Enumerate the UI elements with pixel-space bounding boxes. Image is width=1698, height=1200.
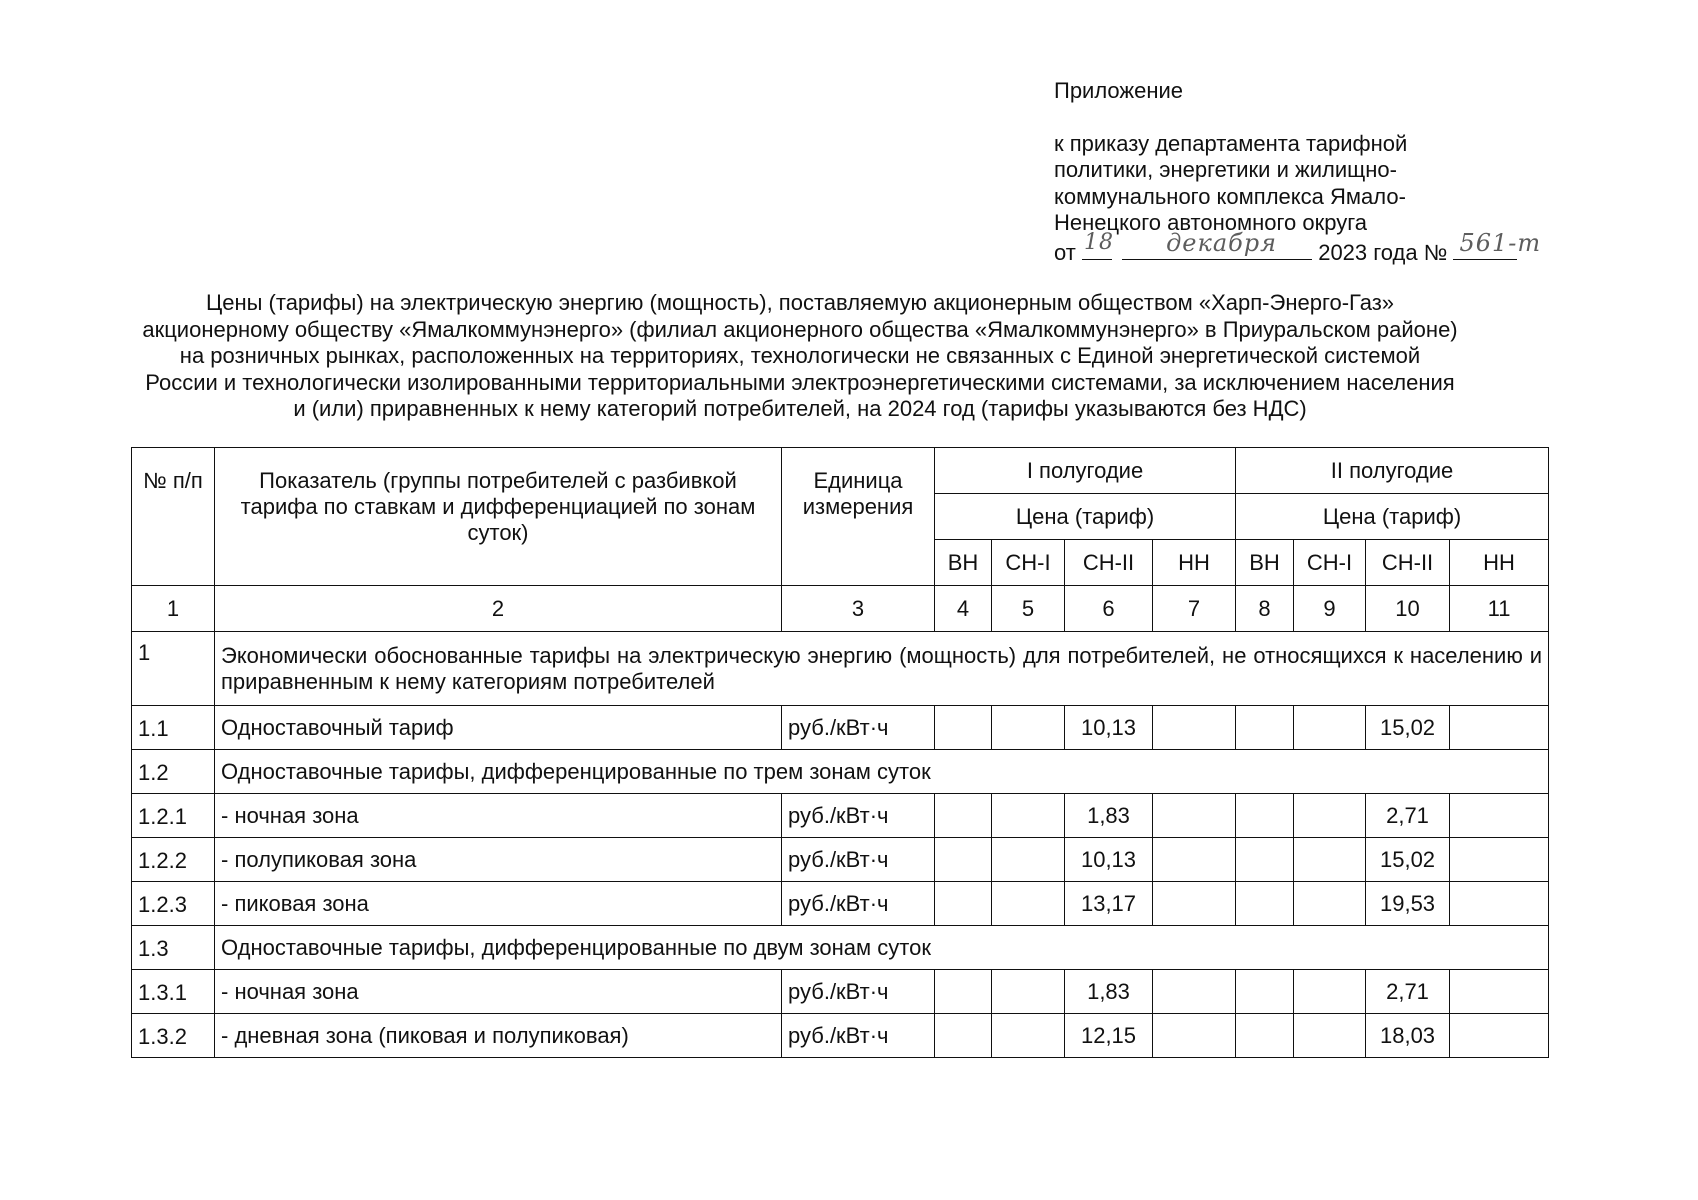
row-num: 1.3.2 bbox=[132, 1014, 215, 1058]
handwritten-day: 18 bbox=[1083, 230, 1114, 255]
row-unit: руб./кВт·ч bbox=[782, 1014, 935, 1058]
column-number: 5 bbox=[992, 586, 1065, 632]
row-name: - ночная зона bbox=[215, 794, 782, 838]
price-cell bbox=[935, 838, 992, 882]
row-num: 1.2.3 bbox=[132, 882, 215, 926]
heading-line: Цены (тарифы) на электрическую энергию (мощность), поставляемую акционерным обществом «Харп-Энерго-Газ» bbox=[205, 290, 1395, 315]
price-cell bbox=[1153, 706, 1236, 750]
table-row bbox=[132, 1014, 1549, 1058]
table-body bbox=[132, 448, 1549, 1058]
price-cell bbox=[1236, 1014, 1294, 1058]
row-num: 1.1 bbox=[132, 706, 215, 750]
header-level-sn1: СН-I bbox=[1294, 540, 1366, 586]
row-unit: руб./кВт·ч bbox=[782, 838, 935, 882]
row-unit: руб./кВт·ч bbox=[782, 706, 935, 750]
number-blank bbox=[1453, 229, 1542, 260]
heading-line: акционерному обществу «Ямалкоммунэнерго» (филиал акционерного общества «Ямалкоммунэнерго» в Приуральском районе) bbox=[142, 316, 1458, 342]
price-cell bbox=[935, 970, 992, 1014]
price-cell: 10,13 bbox=[1065, 706, 1153, 750]
column-number: 1 bbox=[132, 586, 215, 632]
price-cell: 1,83 bbox=[1065, 970, 1153, 1014]
price-cell bbox=[1153, 838, 1236, 882]
header-level-sn2: СН-II bbox=[1366, 540, 1450, 586]
row-name: Одноставочный тариф bbox=[215, 706, 782, 750]
price-cell bbox=[1294, 706, 1366, 750]
price-cell bbox=[1236, 706, 1294, 750]
row-name: Одноставочные тарифы, дифференцированные по трем зонам суток bbox=[215, 750, 1549, 794]
price-cell bbox=[1236, 970, 1294, 1014]
row-unit: руб./кВт·ч bbox=[782, 882, 935, 926]
header-level-sn2: СН-II bbox=[1065, 540, 1153, 586]
column-number: 9 bbox=[1294, 586, 1366, 632]
group-row bbox=[132, 926, 1549, 970]
row-name: - пиковая зона bbox=[215, 882, 782, 926]
price-cell bbox=[1450, 882, 1549, 926]
header-level-vn: ВН bbox=[935, 540, 992, 586]
column-number: 3 bbox=[782, 586, 935, 632]
header-price-half1: Цена (тариф) bbox=[935, 494, 1236, 540]
price-cell bbox=[992, 794, 1065, 838]
column-number: 7 bbox=[1153, 586, 1236, 632]
price-cell bbox=[935, 882, 992, 926]
header-level-sn1: СН-I bbox=[992, 540, 1065, 586]
price-cell bbox=[992, 970, 1065, 1014]
price-cell bbox=[1294, 882, 1366, 926]
table-row bbox=[132, 706, 1549, 750]
heading-line: на розничных рынках, расположенных на территориях, технологически не связанных с Единой энергетической системой bbox=[179, 343, 1421, 368]
appendix-title: Приложение bbox=[1054, 78, 1184, 103]
column-number: 4 bbox=[935, 586, 992, 632]
row-name: - полупиковая зона bbox=[215, 838, 782, 882]
header-half2: II полугодие bbox=[1236, 448, 1549, 494]
price-cell bbox=[1450, 1014, 1549, 1058]
price-cell bbox=[1294, 970, 1366, 1014]
table-row bbox=[132, 970, 1549, 1014]
appendix-line: политики, энергетики и жилищно- bbox=[1054, 157, 1397, 182]
price-cell: 15,02 bbox=[1366, 838, 1450, 882]
price-cell: 10,13 bbox=[1065, 838, 1153, 882]
section-title: Экономически обоснованные тарифы на электрическую энергию (мощность) для потребителей, не относящихся к населению и приравненным к нему категориям потребителей bbox=[215, 632, 1549, 706]
price-cell: 19,53 bbox=[1366, 882, 1450, 926]
row-num: 1.2 bbox=[132, 750, 215, 794]
heading-line: России и технологически изолированными территориальными электроэнергетическими системами, за исключением населения bbox=[145, 369, 1455, 395]
price-cell bbox=[1450, 706, 1549, 750]
column-number: 2 bbox=[215, 586, 782, 632]
price-cell: 2,71 bbox=[1366, 970, 1450, 1014]
column-number: 8 bbox=[1236, 586, 1294, 632]
table-row bbox=[132, 794, 1549, 838]
header-price-half2: Цена (тариф) bbox=[1236, 494, 1549, 540]
price-cell bbox=[992, 1014, 1065, 1058]
header-level-nn: НН bbox=[1153, 540, 1236, 586]
price-cell bbox=[1450, 794, 1549, 838]
appendix-line: Ненецкого автономного округа bbox=[1054, 210, 1368, 235]
row-num: 1.2.1 bbox=[132, 794, 215, 838]
price-cell bbox=[1236, 838, 1294, 882]
year-text: 2023 года № bbox=[1318, 239, 1448, 265]
month-blank bbox=[1122, 229, 1312, 260]
header-half1: I полугодие bbox=[935, 448, 1236, 494]
row-unit: руб./кВт·ч bbox=[782, 794, 935, 838]
document-heading bbox=[60, 290, 1540, 423]
price-cell: 15,02 bbox=[1366, 706, 1450, 750]
header-num: № п/п bbox=[132, 448, 215, 586]
header-indicator: Показатель (группы потребителей с разбивкой тарифа по ставкам и дифференциацией по зонам суток) bbox=[215, 448, 782, 586]
section-row bbox=[132, 632, 1549, 706]
appendix-line: коммунального комплекса Ямало- bbox=[1054, 183, 1406, 209]
header-level-vn: ВН bbox=[1236, 540, 1294, 586]
order-date-line bbox=[1054, 229, 1574, 267]
price-cell bbox=[935, 1014, 992, 1058]
row-unit: руб./кВт·ч bbox=[782, 970, 935, 1014]
row-num: 1.3 bbox=[132, 926, 215, 970]
price-cell bbox=[1153, 794, 1236, 838]
column-number: 10 bbox=[1366, 586, 1450, 632]
header-level-nn: НН bbox=[1450, 540, 1549, 586]
price-cell bbox=[1450, 970, 1549, 1014]
row-name: - дневная зона (пиковая и полупиковая) bbox=[215, 1014, 782, 1058]
column-number: 6 bbox=[1065, 586, 1153, 632]
row-num: 1.2.2 bbox=[132, 838, 215, 882]
price-cell: 1,83 bbox=[1065, 794, 1153, 838]
price-cell bbox=[935, 794, 992, 838]
column-numbers-row bbox=[132, 586, 1549, 632]
price-cell bbox=[935, 706, 992, 750]
appendix-line: к приказу департамента тарифной bbox=[1054, 130, 1408, 156]
price-cell bbox=[992, 882, 1065, 926]
day-blank bbox=[1082, 230, 1114, 260]
price-cell bbox=[1153, 1014, 1236, 1058]
date-prefix: от bbox=[1054, 239, 1076, 265]
appendix-block bbox=[1054, 78, 1574, 266]
section-num: 1 bbox=[132, 632, 215, 706]
row-name: - ночная зона bbox=[215, 970, 782, 1014]
header-unit: Единица измерения bbox=[782, 448, 935, 586]
row-num: 1.3.1 bbox=[132, 970, 215, 1014]
price-cell bbox=[1450, 838, 1549, 882]
column-number: 11 bbox=[1450, 586, 1549, 632]
price-cell bbox=[1153, 882, 1236, 926]
table-row bbox=[132, 838, 1549, 882]
header-row bbox=[132, 448, 1549, 494]
handwritten-month: декабря bbox=[1166, 229, 1278, 257]
price-cell bbox=[1153, 970, 1236, 1014]
price-cell: 13,17 bbox=[1065, 882, 1153, 926]
handwritten-number: 561-т bbox=[1459, 229, 1542, 257]
heading-line: и (или) приравненных к нему категорий потребителей, на 2024 год (тарифы указываются без НДС) bbox=[293, 396, 1307, 421]
price-cell bbox=[1236, 794, 1294, 838]
price-cell bbox=[992, 838, 1065, 882]
row-name: Одноставочные тарифы, дифференцированные по двум зонам суток bbox=[215, 926, 1549, 970]
price-cell: 18,03 bbox=[1366, 1014, 1450, 1058]
price-cell bbox=[992, 706, 1065, 750]
price-cell: 12,15 bbox=[1065, 1014, 1153, 1058]
table-row bbox=[132, 882, 1549, 926]
price-cell bbox=[1236, 882, 1294, 926]
price-cell bbox=[1294, 1014, 1366, 1058]
price-cell: 2,71 bbox=[1366, 794, 1450, 838]
tariffs-table bbox=[131, 447, 1549, 1058]
price-cell bbox=[1294, 794, 1366, 838]
group-row bbox=[132, 750, 1549, 794]
price-cell bbox=[1294, 838, 1366, 882]
